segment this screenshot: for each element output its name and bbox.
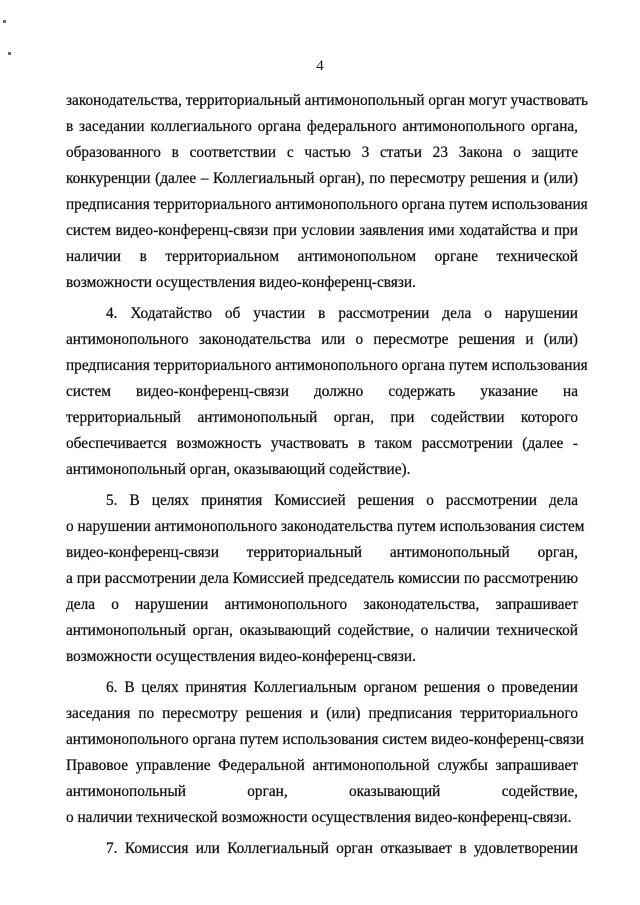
- text-line: в заседании коллегиального органа федерального антимонопольного органа,: [66, 118, 578, 135]
- text-line: заседания по пересмотру решения и (или) предписания территориального: [66, 705, 578, 722]
- text-line: обеспечивается возможность участвовать в таком рассмотрении (далее -: [66, 435, 578, 452]
- paragraph: [66, 675, 584, 831]
- text-line: антимонопольный орган, оказывающий содействие,: [66, 783, 578, 800]
- paragraph: [66, 488, 585, 670]
- text-line: 6. В целях принятия Коллегиальным органом решения о проведении: [106, 679, 578, 696]
- text-line: систем видео-конференц-связи должно содержать указание на: [66, 383, 578, 400]
- text-line: о нарушении антимонопольного законодательства путем использования систем: [66, 518, 585, 535]
- text-line: возможности осуществления видео-конференц-связи.: [66, 648, 416, 665]
- text-line: а при рассмотрении дела Комиссией председатель комиссии по рассмотрению: [66, 570, 578, 587]
- page-number: 4: [316, 58, 324, 74]
- paragraph: [66, 836, 578, 862]
- text-line: 7. Комиссия или Коллегиальный орган отказывает в удовлетворении: [106, 840, 578, 857]
- text-line: видео-конференц-связи территориальный антимонопольный орган,: [66, 544, 578, 561]
- scan-artifact: [3, 20, 6, 23]
- text-line: образованного в соответствии с частью 3 статьи 23 Закона о защите: [66, 144, 578, 161]
- paragraph: [66, 301, 588, 483]
- text-line: антимонопольный орган, оказывающий содействие).: [66, 461, 411, 478]
- scan-artifact: [8, 52, 11, 55]
- text-line: систем видео-конференц-связи при условии заявления ими ходатайства и при: [66, 222, 578, 239]
- text-line: антимонопольного законодательства или о пересмотре решения и (или): [66, 331, 578, 348]
- text-line: наличии в территориальном антимонопольном органе технической: [66, 248, 578, 265]
- text-line: 5. В целях принятия Комиссией решения о рассмотрении дела: [106, 492, 578, 509]
- document-body: [66, 88, 588, 867]
- text-line: дела о нарушении антимонопольного законодательства, запрашивает: [66, 596, 578, 613]
- text-line: предписания территориального антимонопольного органа путем использования: [66, 357, 588, 374]
- text-line: предписания территориального антимонопольного органа путем использования: [66, 196, 588, 213]
- text-line: возможности осуществления видео-конференц-связи.: [66, 274, 416, 291]
- text-line: территориальный антимонопольный орган, при содействии которого: [66, 409, 578, 426]
- text-line: о наличии технической возможности осуществления видео-конференц-связи.: [66, 809, 572, 826]
- text-line: антимонопольного органа путем использования систем видео-конференц-связи: [66, 731, 584, 748]
- text-line: законодательства, территориальный антимонопольный орган могут участвовать: [66, 92, 588, 109]
- text-line: 4. Ходатайство об участии в рассмотрении дела о нарушении: [106, 305, 578, 322]
- paragraph: [66, 88, 588, 296]
- text-line: конкуренции (далее – Коллегиальный орган), по пересмотру решения и (или): [66, 170, 578, 187]
- text-line: Правовое управление Федеральной антимонопольной службы запрашивает: [66, 757, 578, 774]
- text-line: антимонопольный орган, оказывающий содействие, о наличии технической: [66, 622, 578, 639]
